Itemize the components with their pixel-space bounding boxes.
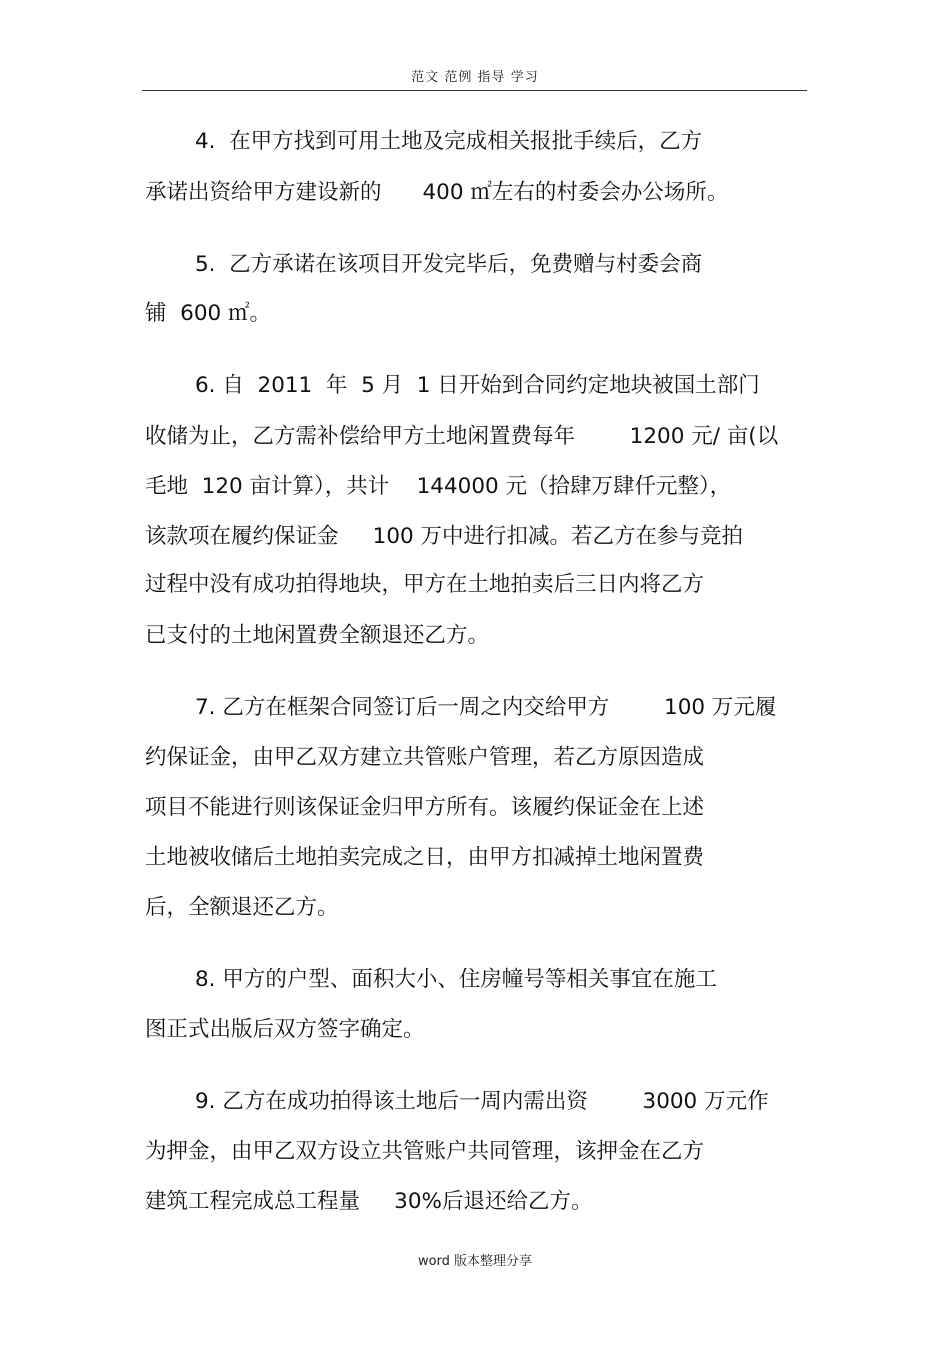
clause-5-line-2: 铺 600 ㎡。 xyxy=(145,301,272,326)
clause-7-line-1: 7. 乙方在框架合同签订后一周之内交给甲方 100 万元履 xyxy=(195,695,777,720)
clause-4-line-2: 承诺出资给甲方建设新的 400 ㎡左右的村委会办公场所。 xyxy=(145,180,729,205)
clause-7-line-2: 约保证金，由甲乙双方建立共管账户管理，若乙方原因造成 xyxy=(145,745,705,770)
clause-6-line-6: 已支付的土地闲置费全额退还乙方。 xyxy=(145,623,490,648)
clause-6-line-5: 过程中没有成功拍得地块，甲方在土地拍卖后三日内将乙方 xyxy=(145,572,705,597)
page-header: 范文 范例 指导 学习 xyxy=(411,70,539,85)
clause-8-line-2: 图正式出版后双方签字确定。 xyxy=(145,1017,425,1042)
header-divider xyxy=(142,90,807,91)
clause-7-line-4: 土地被收储后土地拍卖完成之日，由甲方扣减掉土地闲置费 xyxy=(145,845,705,870)
clause-6-line-3: 毛地 120 亩计算），共计 144000 元（拾肆万肆仟元整）， xyxy=(145,474,732,499)
clause-5-line-1: 5. 乙方承诺在该项目开发完毕后，免费赠与村委会商 xyxy=(195,252,703,277)
clause-6-line-4: 该款项在履约保证金 100 万中进行扣减。若乙方在参与竞拍 xyxy=(145,524,744,549)
clause-6-line-1: 6. 自 2011 年 5 月 1 日开始到合同约定地块被国土部门 xyxy=(195,373,760,398)
clause-9-line-2: 为押金，由甲乙双方设立共管账户共同管理，该押金在乙方 xyxy=(145,1139,705,1164)
clause-8-line-1: 8. 甲方的户型、面积大小、住房幢号等相关事宜在施工 xyxy=(195,967,717,992)
clause-7-line-3: 项目不能进行则该保证金归甲方所有。该履约保证金在上述 xyxy=(145,795,705,820)
clause-6-line-2: 收储为止，乙方需补偿给甲方土地闲置费每年 1200 元/ 亩(以 xyxy=(145,424,779,449)
clause-9-line-3: 建筑工程完成总工程量 30%后退还给乙方。 xyxy=(145,1189,593,1214)
clause-7-line-5: 后，全额退还乙方。 xyxy=(145,895,339,920)
page-footer: word 版本整理分享 xyxy=(417,1254,533,1269)
clause-4-line-1: 4. 在甲方找到可用土地及完成相关报批手续后，乙方 xyxy=(195,129,703,154)
clause-9-line-1: 9. 乙方在成功拍得该土地后一周内需出资 3000 万元作 xyxy=(195,1089,769,1114)
